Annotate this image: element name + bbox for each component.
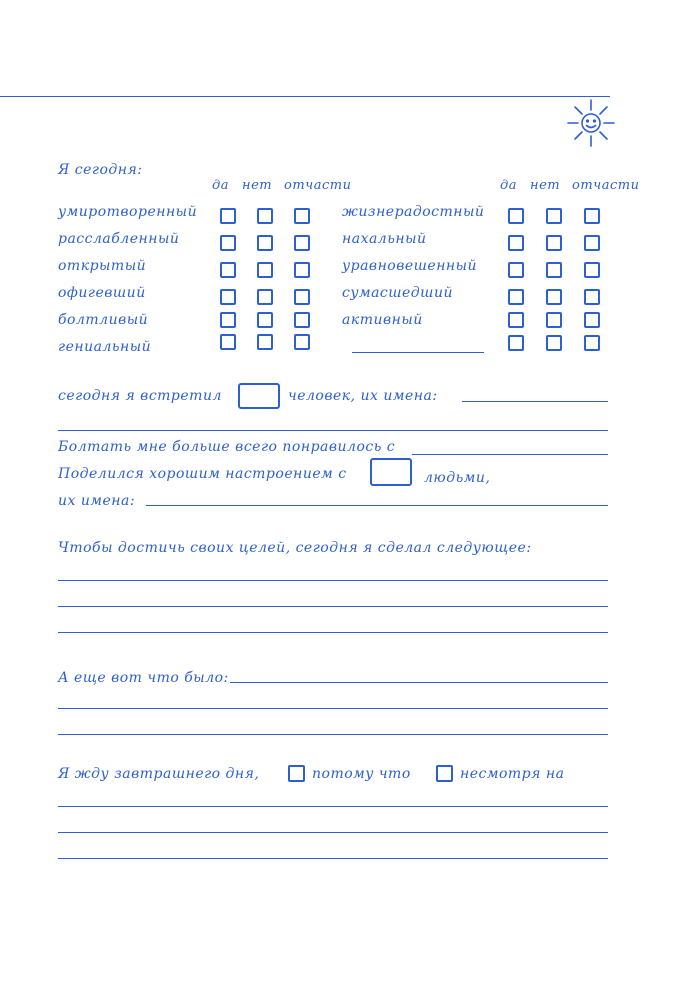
talk-liked-line[interactable] <box>412 454 608 455</box>
checkbox[interactable] <box>508 289 524 305</box>
col-header-no-right: нет <box>530 178 561 193</box>
despite-checkbox[interactable] <box>436 765 453 782</box>
checkbox[interactable] <box>294 235 310 251</box>
checkbox[interactable] <box>508 235 524 251</box>
met-label: сегодня я встретил <box>58 388 222 404</box>
checkbox[interactable] <box>546 312 562 328</box>
checkbox[interactable] <box>546 335 562 351</box>
mood-left-label: офигевший <box>58 285 146 301</box>
shared-people-label: людьми, <box>424 470 491 486</box>
col-header-yes-left: да <box>212 178 229 193</box>
also-label: А еще вот что было: <box>58 670 229 686</box>
col-header-no-left: нет <box>242 178 273 193</box>
checkbox[interactable] <box>257 334 273 350</box>
top-rule <box>0 96 610 97</box>
also-line[interactable] <box>58 708 608 709</box>
goals-label: Чтобы достичь своих целей, сегодня я сделал следующее: <box>58 540 532 556</box>
checkbox[interactable] <box>546 208 562 224</box>
checkbox[interactable] <box>294 208 310 224</box>
checkbox[interactable] <box>257 262 273 278</box>
col-header-partly-right: отчасти <box>572 178 640 193</box>
checkbox[interactable] <box>294 334 310 350</box>
checkbox[interactable] <box>584 262 600 278</box>
checkbox[interactable] <box>294 312 310 328</box>
today-heading: Я сегодня: <box>58 162 143 178</box>
mood-right-label: нахальный <box>342 231 427 247</box>
checkbox[interactable] <box>257 289 273 305</box>
also-line[interactable] <box>58 734 608 735</box>
mood-left-label: гениальный <box>58 339 152 355</box>
goals-line[interactable] <box>58 632 608 633</box>
mood-right-label: уравновешенный <box>342 258 478 274</box>
checkbox[interactable] <box>220 235 236 251</box>
mood-left-label: открытый <box>58 258 147 274</box>
checkbox[interactable] <box>257 235 273 251</box>
col-header-partly-left: отчасти <box>284 178 352 193</box>
also-line[interactable] <box>230 682 608 683</box>
talk-liked-label: Болтать мне больше всего понравилось с <box>58 439 396 455</box>
sun-smiley-icon <box>566 98 616 148</box>
checkbox[interactable] <box>584 289 600 305</box>
despite-label: несмотря на <box>460 766 565 782</box>
checkbox[interactable] <box>257 312 273 328</box>
checkbox[interactable] <box>220 262 236 278</box>
checkbox[interactable] <box>220 289 236 305</box>
tomorrow-line[interactable] <box>58 832 608 833</box>
checkbox[interactable] <box>257 208 273 224</box>
checkbox[interactable] <box>584 335 600 351</box>
mood-left-label: умиротворенный <box>58 204 198 220</box>
met-names-label: человек, их имена: <box>288 388 438 404</box>
checkbox[interactable] <box>294 262 310 278</box>
met-names-line-2[interactable] <box>58 430 608 431</box>
tomorrow-line[interactable] <box>58 806 608 807</box>
mood-right-label: жизнерадостный <box>342 204 485 220</box>
checkbox[interactable] <box>546 235 562 251</box>
checkbox[interactable] <box>508 312 524 328</box>
checkbox[interactable] <box>220 208 236 224</box>
tomorrow-line[interactable] <box>58 858 608 859</box>
checkbox[interactable] <box>584 312 600 328</box>
shared-count-box[interactable] <box>370 458 412 486</box>
mood-right-label: активный <box>342 312 423 328</box>
checkbox[interactable] <box>220 334 236 350</box>
because-checkbox[interactable] <box>288 765 305 782</box>
checkbox[interactable] <box>546 262 562 278</box>
mood-left-label: расслабленный <box>58 231 180 247</box>
checkbox[interactable] <box>584 208 600 224</box>
tomorrow-label: Я жду завтрашнего дня, <box>58 766 260 782</box>
because-label: потому что <box>312 766 411 782</box>
checkbox[interactable] <box>508 335 524 351</box>
shared-names-line[interactable] <box>146 505 608 506</box>
shared-names-label: их имена: <box>58 493 136 509</box>
checkbox[interactable] <box>508 208 524 224</box>
checkbox[interactable] <box>294 289 310 305</box>
shared-label: Поделился хорошим настроением с <box>58 466 347 482</box>
mood-right-label: сумасшедший <box>342 285 453 301</box>
met-names-line[interactable] <box>462 401 608 402</box>
met-count-box[interactable] <box>238 383 280 409</box>
checkbox[interactable] <box>220 312 236 328</box>
checkbox[interactable] <box>508 262 524 278</box>
goals-line[interactable] <box>58 580 608 581</box>
goals-line[interactable] <box>58 606 608 607</box>
col-header-yes-right: да <box>500 178 517 193</box>
mood-left-label: болтливый <box>58 312 149 328</box>
checkbox[interactable] <box>584 235 600 251</box>
checkbox[interactable] <box>546 289 562 305</box>
custom-mood-line[interactable] <box>352 352 484 353</box>
